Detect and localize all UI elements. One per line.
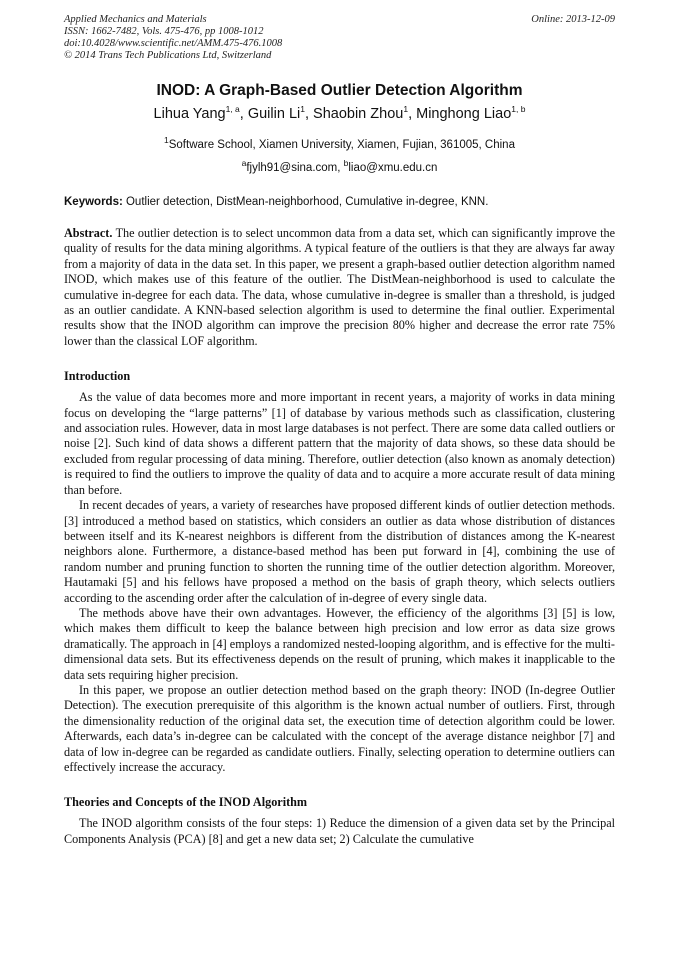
keywords xyxy=(64,195,615,209)
paper-page xyxy=(64,14,615,847)
introduction-body xyxy=(64,390,615,775)
paragraph: As the value of data becomes more and more important in recent years, a majority of works in data mining focus on developing the “large patterns” [1] of database by various methods such as classification, clustering and association rules. However, data in most large databases is not perfect. There are some data called outliers or noise [2]. Such kind of data shows a different pattern that the majority of data shows, so these data should be excluded from regular processing of data mining. Therefore, outlier detection (also known as anomaly detection) is required to find the outliers to improve the quality of data and to acquire a more accurate result of data mining than before. xyxy=(64,390,615,497)
author-separator: , xyxy=(304,106,314,122)
author-affiliation-mark: 1 xyxy=(403,104,409,115)
author-emails xyxy=(64,158,615,175)
journal-name: Applied Mechanics and Materials xyxy=(64,14,207,25)
keywords-label: Keywords: xyxy=(64,196,123,208)
author-name: Guilin Li xyxy=(247,106,301,122)
abstract xyxy=(64,226,615,349)
theory-body xyxy=(64,816,615,847)
author-name: Minghong Liao xyxy=(416,106,512,122)
author-separator: , xyxy=(239,106,248,122)
paragraph: The INOD algorithm consists of the four steps: 1) Reduce the dimension of a given data set by the Principal Components Analysis (PCA) [8] and get a new data set; 2) Calculate the cumulative xyxy=(64,816,615,846)
author-affiliation-mark: 1, a xyxy=(225,104,240,115)
author-name: Shaobin Zhou xyxy=(313,106,404,122)
paragraph: The methods above have their own advantages. However, the efficiency of the algorithms [3] [5] is low, which makes them difficult to keep the balance between high precision and low error as data size grows dramatically. The approach in [4] employs a randomized nested-looping algorithm, and is effective for the multi-dimensional data sets. But its effectiveness depends on the result of pruning, which makes it inapplicable to the data sets requiring higher precision. xyxy=(64,605,615,682)
online-date: Online: 2013-12-09 xyxy=(531,14,615,25)
author-separator: , xyxy=(408,106,417,122)
issn-line: ISSN: 1662-7482, Vols. 475-476, pp 1008-1012 xyxy=(64,26,264,37)
abstract-text: The outlier detection is to select uncommon data from a data set, which can significantly improve the quality of results for the data mining algorithms. A typical feature of the outliers is that they are always far away from a majority of data in the data set. In this paper, we present a graph-based outlier detection algorithm named INOD, which makes use of this feature of the outlier. The DistMean-neighborhood is used to calculate the cumulative in-degree for each data. The data, whose cumulative in-degree is smaller than a threshold, is judged as an outlier candidate. A KNN-based selection algorithm is used to determine the final outlier. Experimental results show that the INOD algorithm can improve the precision 80% higher and decrease the error rate 75% lower than the classical LOF algorithm. xyxy=(64,226,615,348)
section-heading-introduction: Introduction xyxy=(64,369,131,384)
section-heading-theory: Theories and Concepts of the INOD Algorithm xyxy=(64,795,308,810)
abstract-label: Abstract. xyxy=(64,226,113,240)
affiliation-text: Software School, Xiamen University, Xiamen, Fujian, 361005, China xyxy=(168,139,515,151)
email-b: liao@xmu.edu.cn xyxy=(348,162,438,174)
email-a: fjylh91@sina.com, xyxy=(246,162,344,174)
author-name: Lihua Yang xyxy=(153,106,226,122)
copyright-line: © 2014 Trans Tech Publications Ltd, Switzerland xyxy=(64,50,272,61)
email-mark-a: a xyxy=(241,158,247,169)
journal-header xyxy=(64,14,615,62)
author-affiliation-mark: 1, b xyxy=(511,104,526,115)
email-mark-b: b xyxy=(343,158,349,169)
affiliation xyxy=(64,135,615,152)
author-list xyxy=(64,105,615,123)
author-affiliation-mark: 1 xyxy=(300,104,305,115)
doi-line: doi:10.4028/www.scientific.net/AMM.475-476.1008 xyxy=(64,38,283,49)
paper-title: INOD: A Graph-Based Outlier Detection Algorithm xyxy=(156,82,523,99)
paragraph: In recent decades of years, a variety of researches have proposed different kinds of outlier detection methods. [3] introduced a method based on statistics, which considers an outlier as data whose distribution of distances between itself and its K-nearest neighbors is different from the distribution of distances among the K-nearest neighbors alone. Furthermore, a distance-based method has been put forward in [4], combining the use of random number and pruning function to shorten the running time of the outlier detection algorithm. Moreover, Hautamaki [5] and his fellows have proposed a method on the basis of graph theory, which selects outliers according to the ascending order after the calculation of in-degree of every single data. xyxy=(64,498,615,605)
paragraph: In this paper, we propose an outlier detection method based on the graph theory: INOD (In-degree Outlier Detection). The execution prerequisite of this algorithm is the known actual number of outliers. First, through the dimensionality reduction of the original data set, the execution time of detection algorithm could be lower. Afterwards, each data’s in-degree can be calculated with the concept of the average distance neighbor [7] and data of low in-degree can be regarded as candidate outliers. Finally, selecting operation to determine outliers can effectively increase the accuracy. xyxy=(64,682,615,774)
affiliation-mark: 1 xyxy=(164,135,169,146)
keywords-text: Outlier detection, DistMean-neighborhood, Cumulative in-degree, KNN. xyxy=(122,196,489,208)
